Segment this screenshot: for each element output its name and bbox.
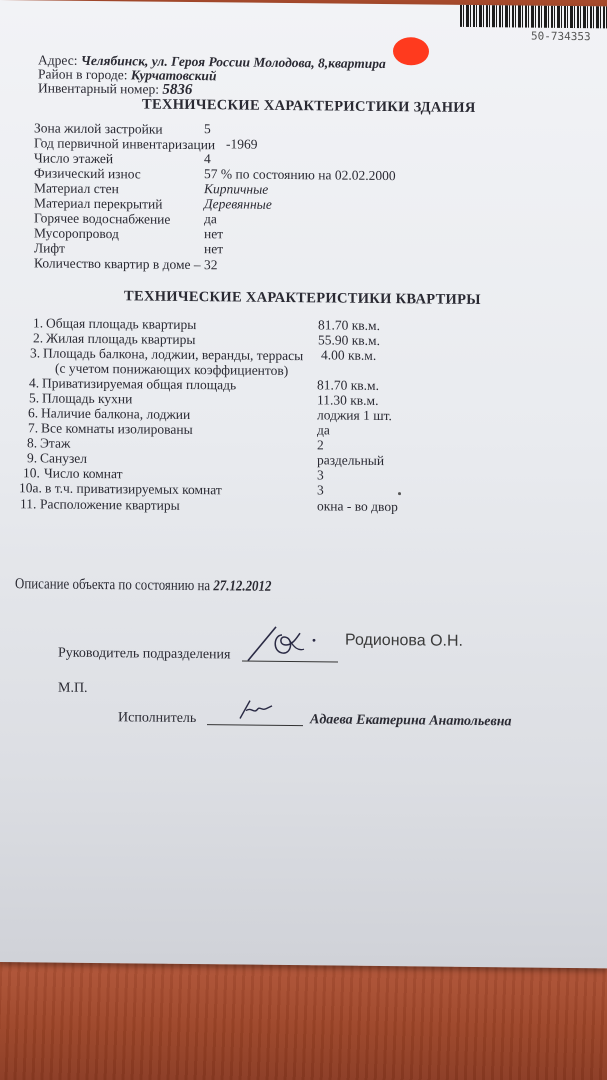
apartment-row-label: Этаж [40,435,71,451]
building-value: Кирпичные [204,181,269,197]
head-signature [246,621,326,666]
head-name: Родионова О.Н. [345,631,463,650]
building-label: Число этажей [34,150,114,167]
apartment-row-number: 5. [29,390,40,406]
executor-signature-line [207,724,303,726]
apartment-row-number: 11. [20,496,37,512]
apartment-row-label: Площадь кухни [42,390,133,407]
building-label: Лифт [34,240,66,256]
inventory-label: Инвентарный номер: [38,80,159,97]
building-value: -1969 [226,136,258,152]
barcode-number: 50-734353 [531,29,591,44]
building-value: 5 [204,121,211,137]
apartment-row-label: в т.ч. приватизируемых комнат [45,480,222,498]
ink-dot [398,492,401,495]
apartment-row-value: 81.70 кв.м. [318,317,380,333]
apartment-row-number: 10. [23,465,40,481]
building-value: да [204,211,217,227]
stamp-label: М.П. [58,680,88,696]
apartment-row-value: лоджия 1 шт. [317,407,392,424]
executor-signature [236,696,276,722]
apartment-row-value: раздельный [317,452,385,469]
building-label: Зона жилой застройки [34,120,163,137]
apartment-row-number: 8. [27,435,38,451]
inventory-line [38,80,192,98]
description-date: 27.12.2012 [213,578,272,595]
building-label: Материал стен [34,180,119,197]
apartment-row-label: Площадь балкона, лоджии, веранды, террасы [43,345,304,364]
apartment-row-number: 7. [28,420,39,436]
apartment-row-value: 2 [317,437,324,453]
apartment-row-label: Санузел [40,450,88,466]
apartment-row-value: 11.30 кв.м. [317,392,379,408]
inventory-value: 5836 [162,81,193,99]
table-surface [0,950,607,1080]
apartment-row-label: Расположение квартиры [40,496,180,513]
apartment-row-note: (с учетом понижающих коэффициентов) [55,360,289,379]
building-value: 4 [204,151,211,167]
apartment-row-number: 10а. [19,480,42,496]
building-value: нет [204,226,224,242]
apartment-row-label: Число комнат [44,465,123,482]
apartment-row-value: 3 [317,467,324,483]
apartment-title: ТЕХНИЧЕСКИЕ ХАРАКТЕРИСТИКИ КВАРТИРЫ [124,288,481,309]
building-label: Горячее водоснабжение [34,210,171,227]
apartment-row-number: 2. [33,330,44,346]
apartment-row-value: окна - во двор [317,498,398,515]
apartment-row-number: 9. [27,450,38,466]
building-title: ТЕХНИЧЕСКИЕ ХАРАКТЕРИСТИКИ ЗДАНИЯ [142,96,476,116]
building-label: Год первичной инвентаризации [34,135,216,153]
apartment-row-label: Общая площадь квартиры [46,315,197,333]
address-value: Челябинск, ул. Героя России Молодова, 8,квартира [80,52,386,72]
description-line [15,575,271,596]
redaction-mark [393,37,429,65]
building-label: Физический износ [34,165,141,182]
apartment-row-number: 3. [30,345,41,361]
apartment-row-label: Все комнаты изолированы [41,420,193,438]
building-value: 57 % по состоянию на 02.02.2000 [204,166,396,184]
apartment-row-label: Наличие балкона, лоджии [41,405,191,422]
apartment-row-number: 1. [33,315,44,331]
apartment-row-label: Жилая площадь квартиры [46,330,196,348]
executor-name: Адаева Екатерина Анатольевна [310,712,512,730]
apartment-row-number: 4. [29,375,40,391]
apartment-row-value: 81.70 кв.м. [317,377,379,393]
building-label: Материал перекрытий [34,195,163,212]
apartment-row-value: 3 [317,482,324,498]
apartment-row-value: да [317,422,330,438]
building-value: нет [204,241,224,257]
address-label: Адрес: [38,52,78,68]
description-label: Описание объекта по состоянию на [15,576,211,595]
district-value: Курчатовский [130,67,217,84]
building-label: Мусоропровод [34,225,119,242]
building-value: Деревянные [204,196,272,212]
apartment-row-label: Приватизируемая общая площадь [42,375,237,393]
apartments-count: Количество квартир в доме – 32 [34,255,218,273]
apartment-row-value: 55.90 кв.м. [318,332,380,348]
district-label: Район в городе: [38,66,128,83]
apartment-row-number: 6. [28,405,39,421]
apartment-row-value: 4.00 кв.м. [321,347,377,363]
executor-label: Исполнитель [118,710,197,727]
head-label: Руководитель подразделения [58,645,231,663]
barcode [460,5,607,29]
